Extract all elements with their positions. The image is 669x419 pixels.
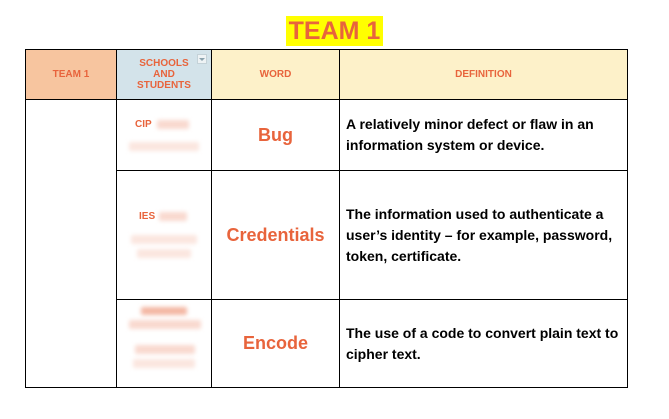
redacted-school-name [159,212,187,221]
redacted-student-names [131,235,197,244]
header-row [26,50,628,100]
school-name-visible: IES [139,211,156,222]
redacted-student-names [133,359,195,368]
header-schools-line3: STUDENTS [137,80,191,91]
redacted-student-names [135,345,195,354]
header-schools-line1: SCHOOLS [139,58,189,69]
definition-cell: A relatively minor defect or flaw in an information system or device. [340,100,628,171]
word-cell: Credentials [212,171,340,300]
school-name-visible: CIP [135,119,152,130]
table-row [26,171,628,300]
header-word: WORD [212,50,340,100]
filter-dropdown-icon[interactable] [197,54,207,64]
redacted-student-names [137,249,191,258]
definition-cell: The information used to authenticate a user’s identity – for example, password, token, certificate. [340,171,628,300]
header-team: TEAM 1 [26,50,117,100]
header-definition: DEFINITION [340,50,628,100]
school-cell [117,100,212,171]
definition-cell: The use of a code to convert plain text to cipher text. [340,300,628,388]
table-row [26,300,628,388]
word-cell: Bug [212,100,340,171]
title-wrap [0,16,669,46]
page-title: TEAM 1 [286,16,384,46]
redacted-school-name [129,320,201,329]
school-cell [117,171,212,300]
team-table [25,49,628,388]
redacted-school-name [157,120,189,129]
school-cell [117,300,212,388]
header-schools-students [117,50,212,100]
team-cell [26,100,117,388]
table-row [26,100,628,171]
word-cell: Encode [212,300,340,388]
redacted-student-names [129,142,199,151]
header-schools-line2: AND [153,69,175,80]
redacted-school-name [141,307,187,315]
